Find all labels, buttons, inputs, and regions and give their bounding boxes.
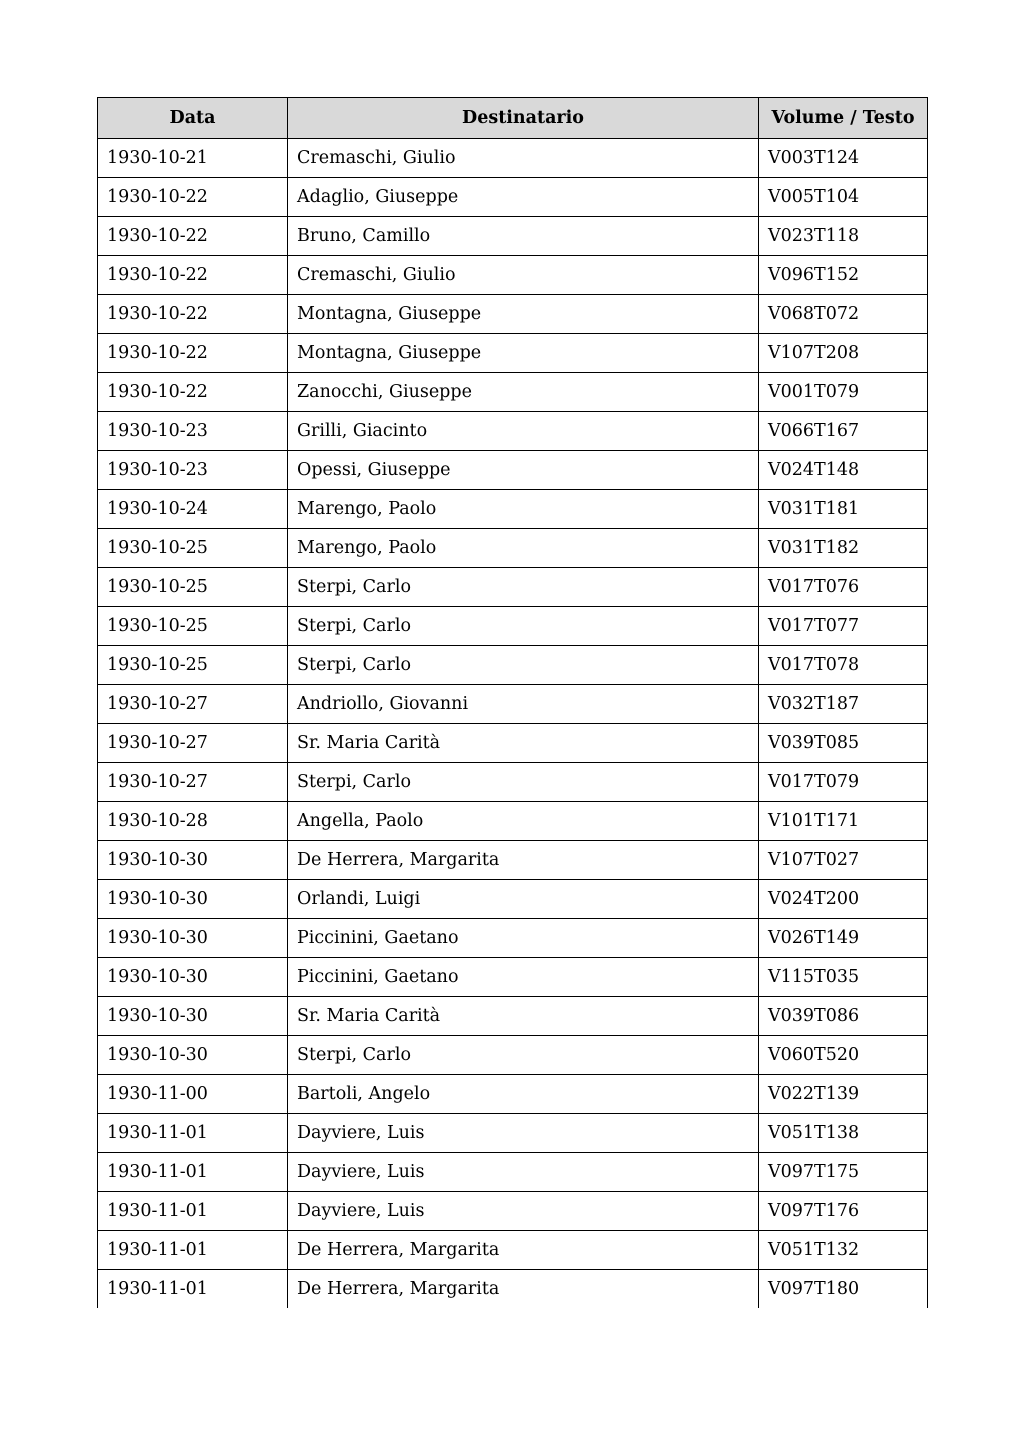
cell-volume-testo: V023T118 [759,217,928,256]
table-row [98,295,928,334]
cell-date: 1930-10-22 [98,178,288,217]
cell-date: 1930-10-30 [98,841,288,880]
cell-destinatario: Cremaschi, Giulio [288,139,759,178]
table-row [98,646,928,685]
cell-destinatario: Piccinini, Gaetano [288,958,759,997]
cell-destinatario: Marengo, Paolo [288,490,759,529]
table-row [98,139,928,178]
cell-date: 1930-10-23 [98,451,288,490]
cell-volume-testo: V096T152 [759,256,928,295]
table-row [98,412,928,451]
cell-volume-testo: V068T072 [759,295,928,334]
table-row [98,919,928,958]
cell-date: 1930-11-00 [98,1075,288,1114]
cell-volume-testo: V051T132 [759,1231,928,1270]
cell-volume-testo: V017T079 [759,763,928,802]
table-row [98,1270,928,1309]
cell-destinatario: Dayviere, Luis [288,1192,759,1231]
cell-volume-testo: V039T086 [759,997,928,1036]
cell-volume-testo: V097T180 [759,1270,928,1309]
table-row [98,490,928,529]
cell-destinatario: Orlandi, Luigi [288,880,759,919]
table-row [98,529,928,568]
cell-date: 1930-10-28 [98,802,288,841]
cell-volume-testo: V026T149 [759,919,928,958]
cell-date: 1930-10-30 [98,958,288,997]
cell-destinatario: Grilli, Giacinto [288,412,759,451]
column-header-data: Data [98,98,288,139]
column-header-destinatario: Destinatario [288,98,759,139]
cell-destinatario: Andriollo, Giovanni [288,685,759,724]
cell-destinatario: Bruno, Camillo [288,217,759,256]
cell-volume-testo: V097T176 [759,1192,928,1231]
cell-date: 1930-10-30 [98,1036,288,1075]
table-row [98,178,928,217]
table-row [98,1153,928,1192]
cell-date: 1930-11-01 [98,1231,288,1270]
table-row [98,1075,928,1114]
cell-destinatario: Marengo, Paolo [288,529,759,568]
cell-destinatario: De Herrera, Margarita [288,1231,759,1270]
table-row [98,1231,928,1270]
table-row [98,997,928,1036]
cell-destinatario: Adaglio, Giuseppe [288,178,759,217]
cell-volume-testo: V024T200 [759,880,928,919]
table-row [98,568,928,607]
cell-volume-testo: V031T181 [759,490,928,529]
cell-date: 1930-10-27 [98,685,288,724]
cell-date: 1930-11-01 [98,1153,288,1192]
cell-volume-testo: V017T077 [759,607,928,646]
cell-date: 1930-10-22 [98,334,288,373]
cell-volume-testo: V051T138 [759,1114,928,1153]
cell-volume-testo: V066T167 [759,412,928,451]
cell-volume-testo: V005T104 [759,178,928,217]
cell-volume-testo: V001T079 [759,373,928,412]
cell-destinatario: Angella, Paolo [288,802,759,841]
table-row [98,841,928,880]
cell-volume-testo: V097T175 [759,1153,928,1192]
table-row [98,373,928,412]
cell-destinatario: Dayviere, Luis [288,1153,759,1192]
cell-volume-testo: V101T171 [759,802,928,841]
cell-volume-testo: V024T148 [759,451,928,490]
table-row [98,880,928,919]
table-row [98,256,928,295]
table-row [98,1114,928,1153]
cell-date: 1930-10-22 [98,256,288,295]
cell-date: 1930-10-30 [98,919,288,958]
cell-date: 1930-10-25 [98,529,288,568]
cell-date: 1930-10-25 [98,646,288,685]
cell-destinatario: De Herrera, Margarita [288,1270,759,1309]
table-row [98,607,928,646]
cell-date: 1930-10-30 [98,997,288,1036]
cell-destinatario: Bartoli, Angelo [288,1075,759,1114]
table-row [98,1036,928,1075]
cell-destinatario: Sterpi, Carlo [288,607,759,646]
cell-destinatario: Montagna, Giuseppe [288,334,759,373]
cell-destinatario: Sterpi, Carlo [288,1036,759,1075]
cell-destinatario: Sr. Maria Carità [288,724,759,763]
cell-destinatario: Cremaschi, Giulio [288,256,759,295]
cell-volume-testo: V003T124 [759,139,928,178]
cell-destinatario: Piccinini, Gaetano [288,919,759,958]
cell-destinatario: Sterpi, Carlo [288,763,759,802]
cell-date: 1930-10-27 [98,763,288,802]
table-row [98,763,928,802]
table-body [98,139,928,1309]
cell-volume-testo: V031T182 [759,529,928,568]
cell-volume-testo: V039T085 [759,724,928,763]
cell-date: 1930-10-25 [98,568,288,607]
table-row [98,334,928,373]
cell-volume-testo: V060T520 [759,1036,928,1075]
cell-date: 1930-10-22 [98,373,288,412]
cell-destinatario: Zanocchi, Giuseppe [288,373,759,412]
cell-volume-testo: V017T078 [759,646,928,685]
column-header-volume-testo: Volume / Testo [759,98,928,139]
cell-date: 1930-10-22 [98,217,288,256]
table-row [98,1192,928,1231]
cell-destinatario: Opessi, Giuseppe [288,451,759,490]
cell-date: 1930-10-23 [98,412,288,451]
cell-date: 1930-11-01 [98,1270,288,1309]
cell-date: 1930-11-01 [98,1192,288,1231]
cell-destinatario: Dayviere, Luis [288,1114,759,1153]
cell-volume-testo: V017T076 [759,568,928,607]
cell-date: 1930-11-01 [98,1114,288,1153]
cell-date: 1930-10-24 [98,490,288,529]
table-row [98,724,928,763]
table-row [98,802,928,841]
table-row [98,958,928,997]
cell-destinatario: Sterpi, Carlo [288,568,759,607]
cell-volume-testo: V107T208 [759,334,928,373]
table-row [98,685,928,724]
cell-destinatario: De Herrera, Margarita [288,841,759,880]
letters-table [97,97,928,1308]
cell-volume-testo: V022T139 [759,1075,928,1114]
cell-destinatario: Sterpi, Carlo [288,646,759,685]
cell-destinatario: Sr. Maria Carità [288,997,759,1036]
cell-date: 1930-10-27 [98,724,288,763]
cell-volume-testo: V107T027 [759,841,928,880]
table-row [98,451,928,490]
cell-date: 1930-10-22 [98,295,288,334]
cell-volume-testo: V032T187 [759,685,928,724]
cell-date: 1930-10-21 [98,139,288,178]
cell-date: 1930-10-30 [98,880,288,919]
cell-volume-testo: V115T035 [759,958,928,997]
cell-destinatario: Montagna, Giuseppe [288,295,759,334]
table-row [98,217,928,256]
cell-date: 1930-10-25 [98,607,288,646]
table-header-row [98,98,928,139]
